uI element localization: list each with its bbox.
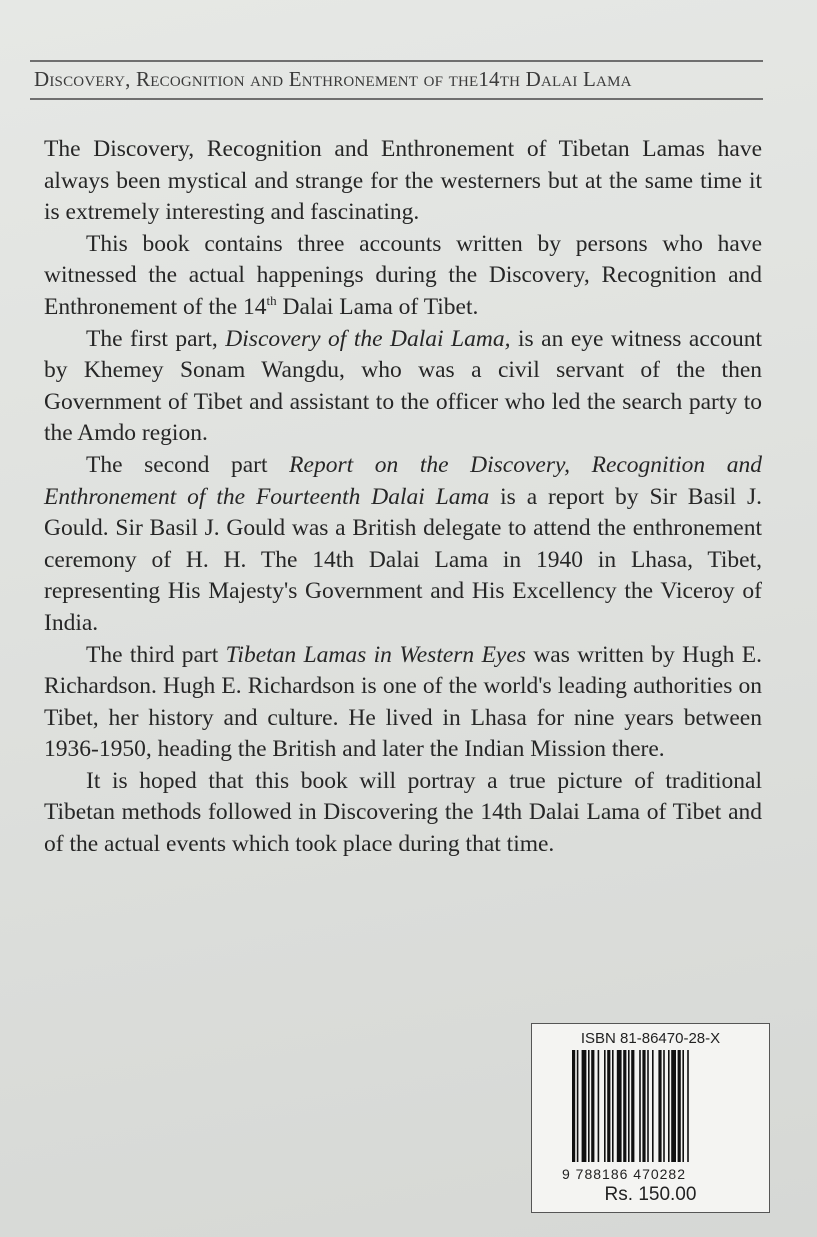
running-header: Discovery, Recognition and Enthronement of the14th Dalai Lama bbox=[34, 67, 632, 91]
isbn-number: ISBN 81-86470-28-X bbox=[580, 1030, 721, 1047]
blurb-text bbox=[44, 134, 762, 861]
paragraph-4: The second part Report on the Discovery, Recognition and Enthronement of the Fourteenth Dalai Lama is a report by Sir Basil J. Gould. Sir Basil J. Gould was a British delegate to attend the enthronement ceremony of H. H. The 14th Dalai Lama in 1940 in Lhasa, Tibet, representing His Majesty's Government and His Excellency the Viceroy of India. bbox=[44, 451, 763, 636]
header-bottom-rule bbox=[30, 98, 763, 100]
barcode-label bbox=[531, 1023, 770, 1213]
header-top-rule bbox=[30, 60, 763, 62]
book-part-title: Discovery of the Dalai Lama, bbox=[225, 325, 511, 352]
barcode-digits: 9 788186 470282 bbox=[562, 1166, 686, 1182]
paragraph-1: The Discovery, Recognition and Enthronement of Tibetan Lamas have always been mystical and strange for the westerners but at the same time it is extremely interesting and fascinating. bbox=[44, 136, 762, 226]
paragraph-3: The first part, Discovery of the Dalai Lama, is an eye witness account by Khemey Sonam Wangdu, who was a civil servant of the then Government of Tibet and assistant to the officer who led the search party to the Amdo region. bbox=[44, 325, 762, 447]
paragraph-2: This book contains three accounts written by persons who have witnessed the actual happenings during the Discovery, Recognition and Enthronement of the 14th Dalai Lama of Tibet. bbox=[44, 230, 762, 320]
book-part-title: Report on the Discovery, Recognition and Enthronement of the Fourteenth Dalai Lama bbox=[44, 451, 763, 510]
paragraph-6: It is hoped that this book will portray a true picture of traditional Tibetan methods followed in Discovering the 14th Dalai Lama of Tibet and of the actual events which took place during that time. bbox=[44, 767, 762, 858]
price-label: Rs. 150.00 bbox=[604, 1184, 697, 1205]
book-part-title: Tibetan Lamas in Western Eyes bbox=[225, 641, 526, 668]
paragraph-5: The third part Tibetan Lamas in Western Eyes was written by Hugh E. Richardson. Hugh E. Richardson is one of the world's leading authorities on Tibet, her history and culture. He lived in Lhasa for nine years between 1936-1950, heading the British and later the Indian Mission there. bbox=[44, 641, 762, 763]
